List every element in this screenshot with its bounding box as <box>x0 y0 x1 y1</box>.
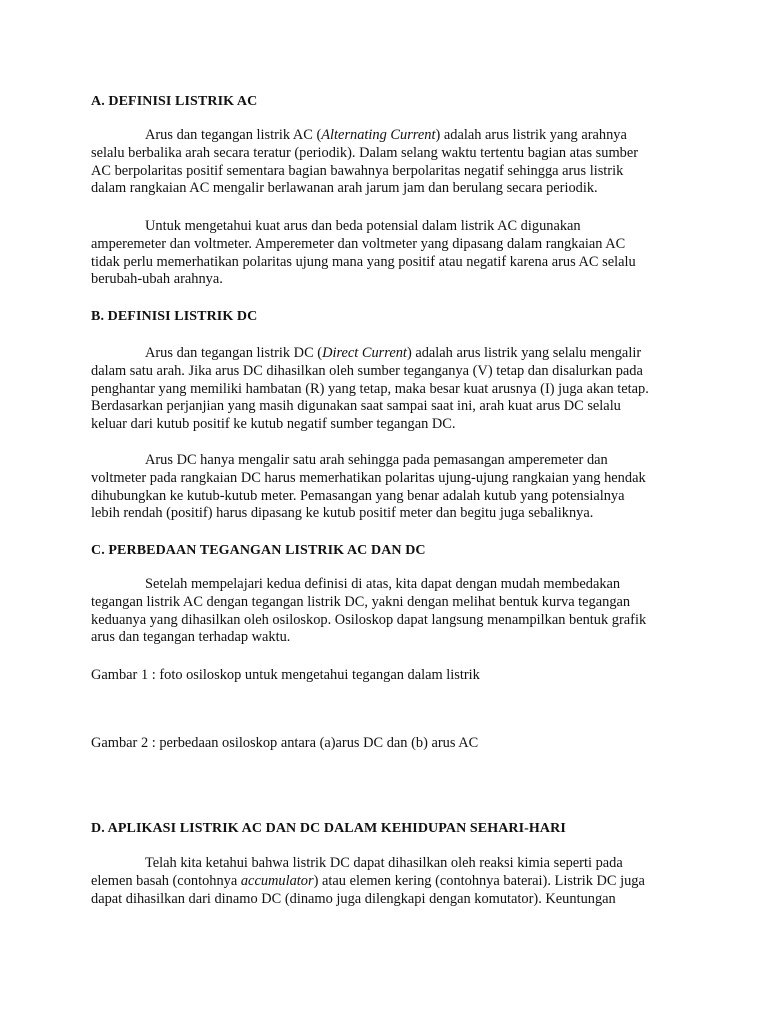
paragraph-line: dalam rangkaian AC mengalir berlawanan arah jarum jam dan berulang secara periodik. <box>91 180 598 197</box>
paragraph-line: Arus DC hanya mengalir satu arah sehingga pada pemasangan amperemeter dan <box>145 452 608 468</box>
text-run: ) atau elemen kering (contohnya baterai). Listrik DC juga <box>313 872 645 889</box>
text-run: ) adalah arus listrik yang arahnya <box>435 127 627 143</box>
paragraph-line <box>91 345 686 363</box>
section-c-heading: C. PERBEDAAN TEGANGAN LISTRIK AC DAN DC <box>91 543 426 558</box>
paragraph-line <box>91 127 686 145</box>
paragraph-line: dihubungkan ke kutub-kutub meter. Pemasangan yang benar adalah kutub yang potensialnya <box>91 487 625 504</box>
paragraph-line: keduanya yang dihasilkan oleh osiloskop. Osiloskop dapat langsung menampilkan bentuk grafik <box>91 611 647 628</box>
paragraph-line: Untuk mengetahui kuat arus dan beda potensial dalam listrik AC digunakan <box>145 218 581 234</box>
section-b-heading: B. DEFINISI LISTRIK DC <box>91 309 258 324</box>
figure-2-caption: Gambar 2 : perbedaan osiloskop antara (a)arus DC dan (b) arus AC <box>91 735 479 751</box>
paragraph-line: berubah-ubah arahnya. <box>91 271 223 288</box>
paragraph-line: Telah kita ketahui bahwa listrik DC dapat dihasilkan oleh reaksi kimia seperti pada <box>145 855 623 871</box>
section-c-paragraph-1 <box>91 576 686 647</box>
section-b-paragraph-1 <box>91 345 686 434</box>
paragraph-line: dapat dihasilkan dari dinamo DC (dinamo juga dilengkapi dengan komutator). Keuntungan <box>91 890 616 907</box>
paragraph-line: arus dan tegangan terhadap waktu. <box>91 629 291 646</box>
text-run: elemen basah (contohnya <box>91 872 241 889</box>
paragraph-line: lebih rendah (positif) harus dipasang ke kutub positif meter dan begitu juga sebaliknya. <box>91 505 594 522</box>
section-d-heading: D. APLIKASI LISTRIK AC DAN DC DALAM KEHIDUPAN SEHARI-HARI <box>91 821 566 836</box>
italic-term: accumulator <box>240 872 314 889</box>
section-a-heading: A. DEFINISI LISTRIK AC <box>91 94 258 109</box>
paragraph-line: keluar dari kutub positif ke kutub negatif sumber tegangan DC. <box>91 416 456 433</box>
italic-term: Alternating Current <box>321 127 436 143</box>
italic-term: Direct Current <box>322 345 407 361</box>
section-a-paragraph-1 <box>91 127 686 198</box>
paragraph-line: penghantar yang memiliki hambatan (R) yang tetap, maka besar kuat arusnya (I) juga akan tetap. <box>91 380 649 397</box>
text-run: Arus dan tegangan listrik AC ( <box>145 127 322 143</box>
paragraph-line: selalu berbalika arah secara teratur (periodik). Dalam selang waktu tertentu bagian atas sumber <box>91 144 639 161</box>
paragraph-line: Setelah mempelajari kedua definisi di atas, kita dapat dengan mudah membedakan <box>145 576 621 592</box>
section-b-paragraph-2 <box>91 452 686 523</box>
section-a-paragraph-2 <box>91 218 686 289</box>
figure-1-caption: Gambar 1 : foto osiloskop untuk mengetahui tegangan dalam listrik <box>91 667 480 683</box>
paragraph-line <box>91 873 686 891</box>
text-run: Arus dan tegangan listrik DC ( <box>145 345 323 361</box>
paragraph-line: tidak perlu memerhatikan polaritas ujung mana yang positif atau negatif karena arus AC selalu <box>91 253 636 270</box>
paragraph-line: AC berpolaritas positif sementara bagian bawahnya berpolaritas negatif sehingga arus listrik <box>91 162 624 179</box>
text-run: ) adalah arus listrik yang selalu mengalir <box>406 345 642 361</box>
paragraph-line: voltmeter pada rangkaian DC harus memerhatikan polaritas ujung-ujung rangkaian yang hendak <box>91 469 646 486</box>
section-d-paragraph-1 <box>91 855 686 908</box>
paragraph-line: Berdasarkan perjanjian yang masih digunakan saat sampai saat ini, arah kuat arus DC selalu <box>91 398 621 415</box>
paragraph-line: tegangan listrik AC dengan tegangan listrik DC, yakni dengan melihat bentuk kurva tegangan <box>91 593 631 610</box>
paragraph-line: dalam satu arah. Jika arus DC dihasilkan oleh sumber teganganya (V) tetap dan disalurkan pada <box>91 362 643 379</box>
paragraph-line: amperemeter dan voltmeter. Amperemeter dan voltmeter yang dipasang dalam rangkaian AC <box>91 235 626 252</box>
